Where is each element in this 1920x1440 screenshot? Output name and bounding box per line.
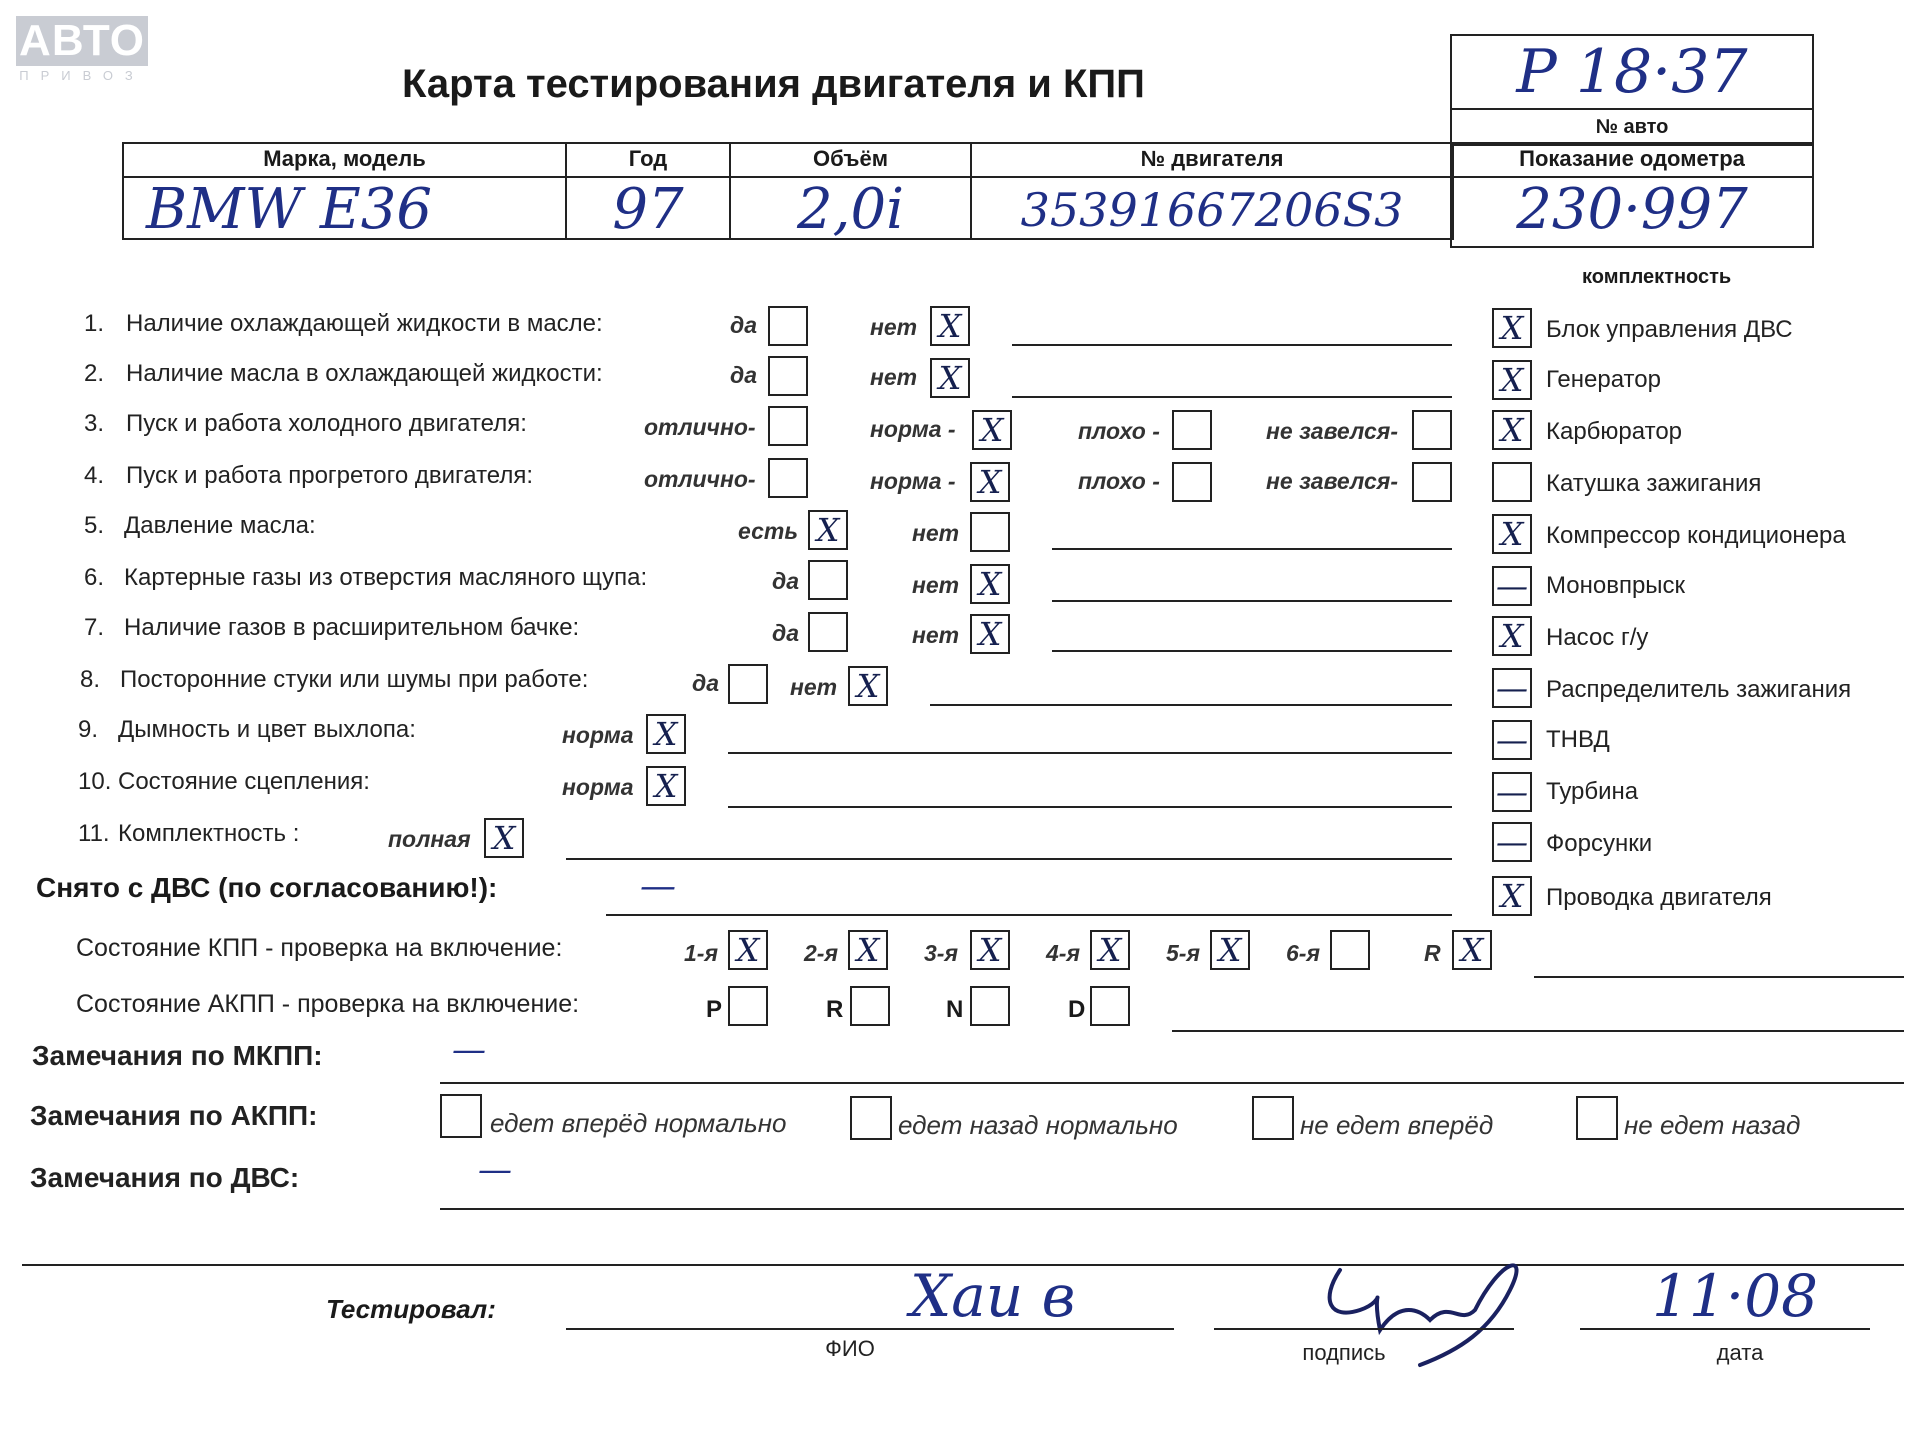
completeness-checkbox[interactable]: —: [1492, 822, 1532, 862]
option-label: плохо -: [1078, 418, 1160, 444]
comment-line: [728, 806, 1452, 808]
checkbox-not-started[interactable]: [1412, 462, 1452, 502]
dvs-notes-line: [440, 1208, 1904, 1210]
gear-checkbox[interactable]: Х: [1452, 930, 1492, 970]
option-label: нет: [912, 572, 960, 598]
comment-line: [566, 858, 1452, 860]
volume-value: 2,0i: [797, 177, 904, 242]
tested-label: Тестировал:: [326, 1294, 496, 1324]
checkbox-normal[interactable]: Х: [646, 714, 686, 754]
option-label: нет: [870, 314, 918, 340]
option-label: не завелся-: [1266, 418, 1398, 444]
checkbox-yes[interactable]: [768, 306, 808, 346]
option-label: норма: [562, 774, 634, 800]
gear-label: 5-я: [1166, 940, 1200, 966]
page-title: Карта тестирования двигателя и КПП: [402, 62, 1145, 106]
completeness-label: Насос г/у: [1546, 624, 1649, 651]
row-number: 3.: [84, 410, 105, 437]
option-label: нет: [790, 674, 838, 700]
gear-checkbox[interactable]: Х: [728, 930, 768, 970]
completeness-title: комплектность: [1582, 266, 1732, 288]
row-number: 6.: [84, 564, 105, 591]
akpp-mode-label: P: [706, 996, 723, 1023]
gear-checkbox[interactable]: Х: [848, 930, 888, 970]
akpp-checkbox[interactable]: [728, 986, 768, 1026]
checkbox-yes[interactable]: [808, 612, 848, 652]
comment-line: [930, 704, 1452, 706]
engine-number-label: № двигателя: [972, 144, 1452, 178]
akpp-comment-line: [1172, 1030, 1904, 1032]
akpp-option-label: едет назад нормально: [898, 1110, 1178, 1140]
year-cell: [565, 142, 731, 240]
checkbox-normal[interactable]: Х: [970, 462, 1010, 502]
checkbox-normal[interactable]: Х: [646, 766, 686, 806]
odometer-value: 230·997: [1516, 177, 1748, 242]
signature-label: подпись: [1302, 1340, 1386, 1365]
comment-line: [728, 752, 1452, 754]
completeness-label: Моновпрыск: [1546, 572, 1686, 599]
option-label: есть: [738, 518, 798, 544]
checkbox-no[interactable]: Х: [930, 306, 970, 346]
akpp-mode-label: D: [1068, 996, 1086, 1023]
gear-checkbox[interactable]: [1330, 930, 1370, 970]
akpp-option-label: едет вперёд нормально: [490, 1108, 787, 1138]
akpp-forward-ok-checkbox[interactable]: [440, 1094, 482, 1138]
mkpp-notes-value: —: [452, 1030, 486, 1070]
checkbox-yes[interactable]: Х: [808, 510, 848, 550]
akpp-checkbox[interactable]: [1090, 986, 1130, 1026]
checkbox-no[interactable]: Х: [930, 358, 970, 398]
gear-label: 6-я: [1286, 940, 1320, 966]
logo-subtitle: ПРИВОЗ: [19, 68, 145, 83]
engine-number-cell: [970, 142, 1454, 240]
option-label: не завелся-: [1266, 468, 1398, 494]
row-label: Картерные газы из отверстия масляного щупа:: [124, 564, 648, 591]
completeness-label: Турбина: [1546, 778, 1639, 805]
akpp-label: Состояние АКПП - проверка на включение:: [76, 990, 580, 1018]
row-label: Пуск и работа холодного двигателя:: [126, 410, 527, 437]
completeness-label: Генератор: [1546, 366, 1661, 393]
completeness-label: Блок управления ДВС: [1546, 316, 1793, 343]
row-number: 1.: [84, 310, 105, 337]
mkpp-notes-label: Замечания по МКПП:: [32, 1040, 323, 1071]
option-label: нет: [870, 364, 918, 390]
completeness-checkbox[interactable]: —: [1492, 668, 1532, 708]
comment-line: [1052, 548, 1452, 550]
completeness-checkbox[interactable]: —: [1492, 720, 1532, 760]
fio-line: [566, 1328, 1174, 1330]
akpp-reverse-ok-checkbox[interactable]: [850, 1096, 892, 1140]
completeness-label: Карбюратор: [1546, 418, 1683, 445]
volume-cell: [729, 142, 972, 240]
option-label: да: [730, 362, 758, 388]
row-number: 8.: [80, 666, 101, 693]
completeness-checkbox[interactable]: [1492, 462, 1532, 502]
option-label: да: [772, 620, 800, 646]
row-label: Комплектность :: [118, 820, 300, 847]
row-label: Состояние сцепления:: [118, 768, 370, 795]
checkbox-bad[interactable]: [1172, 410, 1212, 450]
option-label: да: [730, 312, 758, 338]
brand-cell: [122, 142, 567, 240]
fio-value: Хаи в: [910, 1262, 1076, 1330]
gear-label: R: [1424, 940, 1441, 966]
akpp-no-forward-checkbox[interactable]: [1252, 1096, 1294, 1140]
row-label: Посторонние стуки или шумы при работе:: [120, 666, 589, 693]
completeness-label: Форсунки: [1546, 830, 1653, 857]
date-label: дата: [1716, 1340, 1764, 1365]
option-label: да: [772, 568, 800, 594]
car-number-label: № авто: [1595, 116, 1669, 138]
row-number: 9.: [78, 716, 99, 743]
car-number-value: Р 18·37: [1452, 36, 1812, 110]
completeness-checkbox[interactable]: Х: [1492, 876, 1532, 916]
akpp-mode-label: N: [946, 996, 964, 1023]
removed-label: Снято с ДВС (по согласованию!):: [36, 872, 498, 903]
checkbox-no[interactable]: Х: [970, 564, 1010, 604]
checkbox-bad[interactable]: [1172, 462, 1212, 502]
gear-checkbox[interactable]: Х: [1210, 930, 1250, 970]
comment-line: [1052, 600, 1452, 602]
option-label: норма: [562, 722, 634, 748]
brand-label: Марка, модель: [124, 144, 565, 178]
checkbox-excellent[interactable]: [768, 406, 808, 446]
option-label: норма -: [870, 468, 956, 494]
akpp-option-label: не едет вперёд: [1300, 1110, 1494, 1140]
akpp-option-label: не едет назад: [1624, 1110, 1801, 1140]
removed-line: [606, 914, 1452, 916]
kpp-label: Состояние КПП - проверка на включение:: [76, 934, 563, 962]
year-value: 97: [612, 177, 684, 242]
row-label: Давление масла:: [124, 512, 316, 539]
comment-line: [1052, 650, 1452, 652]
row-number: 2.: [84, 360, 105, 387]
option-label: полная: [388, 826, 471, 852]
option-label: плохо -: [1078, 468, 1160, 494]
completeness-checkbox[interactable]: Х: [1492, 308, 1532, 348]
checkbox-excellent[interactable]: [768, 458, 808, 498]
completeness-label: Распределитель зажигания: [1546, 676, 1852, 703]
gear-checkbox[interactable]: Х: [1090, 930, 1130, 970]
checkbox-no[interactable]: Х: [970, 614, 1010, 654]
option-label: нет: [912, 622, 960, 648]
option-label: отлично-: [644, 414, 756, 440]
date-line: [1580, 1328, 1870, 1330]
row-number: 7.: [84, 614, 105, 641]
gear-label: 3-я: [924, 940, 958, 966]
akpp-no-reverse-checkbox[interactable]: [1576, 1096, 1618, 1140]
removed-value: —: [640, 866, 676, 907]
volume-label: Объём: [731, 144, 970, 178]
checkbox-yes[interactable]: [808, 560, 848, 600]
checkbox-yes[interactable]: [728, 664, 768, 704]
completeness-checkbox[interactable]: Х: [1492, 360, 1532, 400]
completeness-label: Проводка двигателя: [1546, 884, 1772, 911]
gear-checkbox[interactable]: Х: [970, 930, 1010, 970]
kpp-comment-line: [1534, 976, 1904, 978]
row-label: Наличие масла в охлаждающей жидкости:: [126, 360, 603, 387]
engine-number-value: 35391667206S3: [1020, 183, 1404, 237]
row-label: Пуск и работа прогретого двигателя:: [126, 462, 534, 489]
row-number: 5.: [84, 512, 105, 539]
comment-line: [1012, 344, 1452, 346]
mkpp-notes-line: [440, 1082, 1904, 1084]
row-number: 11.: [78, 820, 110, 847]
row-number: 4.: [84, 462, 105, 489]
checkbox-not-started[interactable]: [1412, 410, 1452, 450]
completeness-label: Компрессор кондиционера: [1546, 522, 1846, 549]
completeness-checkbox[interactable]: Х: [1492, 514, 1532, 554]
checkbox-no[interactable]: [970, 512, 1010, 552]
akpp-checkbox[interactable]: [970, 986, 1010, 1026]
checkbox-yes[interactable]: [768, 356, 808, 396]
comment-line: [1012, 396, 1452, 398]
odometer-label: Показание одометра: [1452, 144, 1812, 178]
checkbox-full[interactable]: Х: [484, 818, 524, 858]
dvs-notes-value: —: [478, 1150, 512, 1190]
fio-label: ФИО: [825, 1336, 875, 1361]
odometer-cell: [1450, 142, 1814, 248]
option-label: норма -: [870, 416, 956, 442]
completeness-checkbox[interactable]: Х: [1492, 410, 1532, 450]
akpp-checkbox[interactable]: [850, 986, 890, 1026]
gear-label: 1-я: [684, 940, 718, 966]
completeness-label: ТНВД: [1546, 726, 1610, 753]
date-value: 11·08: [1652, 1262, 1819, 1330]
dvs-notes-label: Замечания по ДВС:: [30, 1162, 300, 1193]
row-label: Наличие газов в расширительном бачке:: [124, 614, 580, 641]
car-number-box: [1450, 34, 1814, 146]
year-label: Год: [567, 144, 729, 178]
completeness-checkbox[interactable]: Х: [1492, 616, 1532, 656]
completeness-label: Катушка зажигания: [1546, 470, 1762, 497]
row-number: 10.: [78, 768, 112, 795]
checkbox-no[interactable]: Х: [848, 666, 888, 706]
row-label: Дымность и цвет выхлопа:: [118, 716, 416, 743]
option-label: да: [692, 670, 720, 696]
checkbox-normal[interactable]: Х: [972, 410, 1012, 450]
gear-label: 2-я: [804, 940, 838, 966]
completeness-checkbox[interactable]: —: [1492, 772, 1532, 812]
option-label: нет: [912, 520, 960, 546]
completeness-checkbox[interactable]: —: [1492, 566, 1532, 606]
akpp-notes-label: Замечания по АКПП:: [30, 1100, 318, 1131]
logo: АВТО: [16, 16, 148, 66]
brand-value: BMW E36: [146, 177, 432, 242]
akpp-mode-label: R: [826, 996, 844, 1023]
row-label: Наличие охлаждающей жидкости в масле:: [126, 310, 603, 337]
option-label: отлично-: [644, 466, 756, 492]
signature-line: [1214, 1328, 1514, 1330]
gear-label: 4-я: [1046, 940, 1080, 966]
